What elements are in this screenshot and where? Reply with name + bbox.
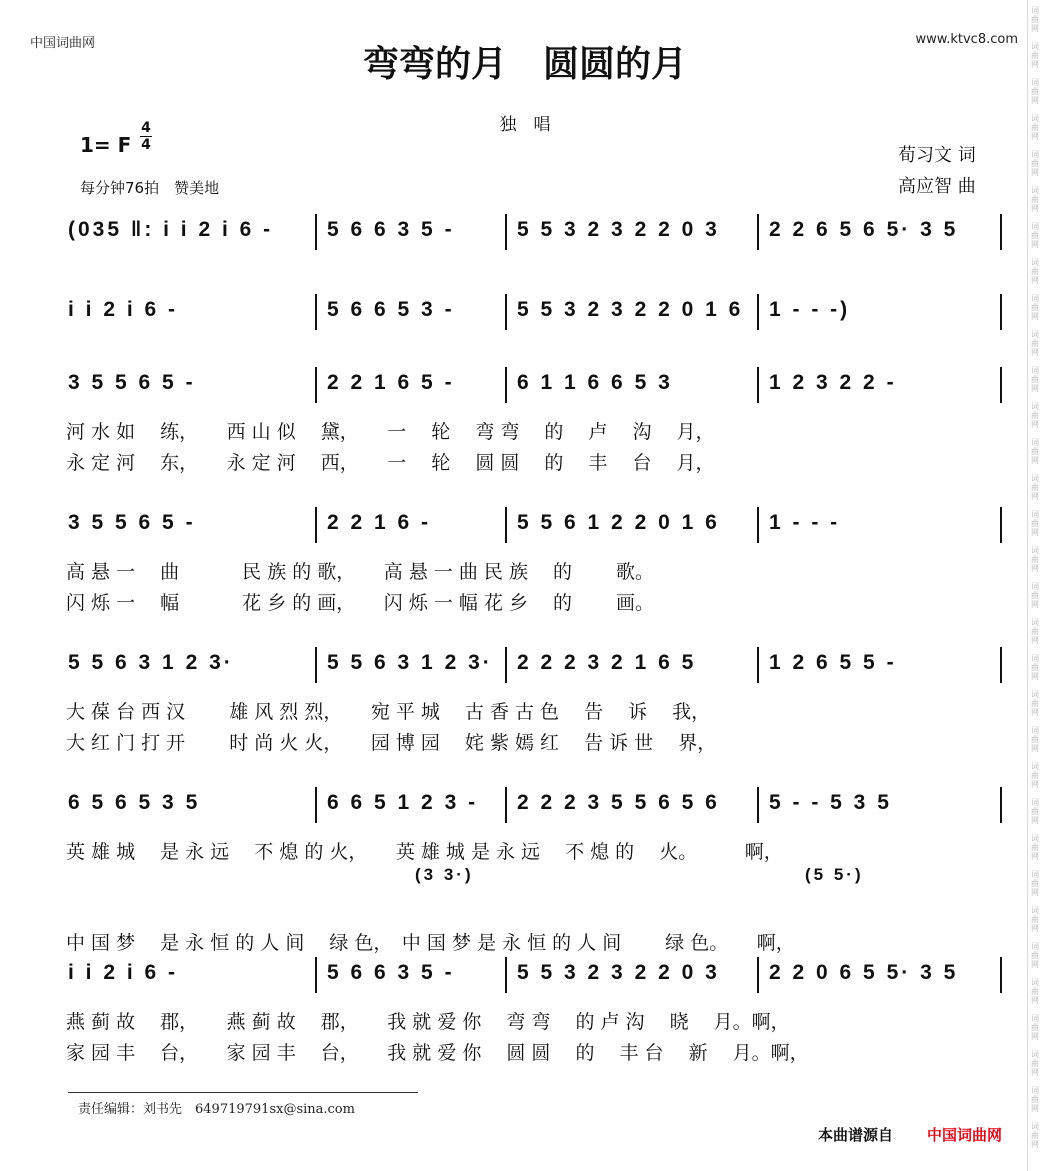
bar-line: [505, 294, 507, 330]
bar-line: [757, 787, 759, 823]
measure: 2 2 1 6 -: [327, 511, 432, 534]
watermark-text: 词曲网: [1031, 150, 1039, 177]
bar-line: [757, 507, 759, 543]
measure: 2 2 6 5 6 5· 3 5: [769, 218, 959, 241]
bar-line: [505, 507, 507, 543]
alternate-notes: (5 5·): [805, 865, 864, 884]
watermark-text: 词曲网: [1031, 294, 1039, 321]
measure: 5 5 6 1 2 2 0 1 6: [517, 511, 720, 534]
measure: 5 6 6 3 5 -: [327, 218, 455, 241]
measure: 2 2 1 6 5 -: [327, 371, 455, 394]
measure: i i 2 i 6 -: [68, 961, 179, 984]
measure: 1 - - -: [769, 511, 841, 534]
lyric-line: 闪 烁 一 幅 花 乡 的 画， 闪 烁 一 幅 花 乡 的 画。: [66, 592, 655, 614]
lyric-line: 中 国 梦 是 永 恒 的 人 间 绿 色， 中 国 梦 是 永 恒 的 人 间 绿 色。 啊，: [66, 932, 795, 954]
watermark-text: 词曲网: [1031, 258, 1039, 285]
measure: 6 5 6 5 3 5: [68, 791, 201, 814]
bar-line: [1000, 507, 1002, 543]
watermark-text: 词曲网: [1031, 762, 1039, 789]
measure: 1 2 6 5 5 -: [769, 651, 897, 674]
watermark-text: 词曲网: [1031, 546, 1039, 573]
bar-line: [1000, 957, 1002, 993]
bar-line: [315, 294, 317, 330]
watermark-text: 词曲网: [1031, 366, 1039, 393]
watermark-text: 词曲网: [1031, 1086, 1039, 1113]
lyric-line: 高 悬 一 曲 民 族 的 歌， 高 悬 一 曲 民 族 的 歌。: [66, 561, 655, 583]
time-signature-top: 4: [141, 120, 151, 136]
bar-line: [505, 367, 507, 403]
bar-line: [315, 787, 317, 823]
measure: 5 6 6 5 3 -: [327, 298, 455, 321]
watermark-text: 词曲网: [1031, 402, 1039, 429]
bar-line: [1000, 787, 1002, 823]
composer-credit: 高应智 曲: [898, 176, 976, 197]
watermark-text: 词曲网: [1031, 618, 1039, 645]
bar-line: [757, 957, 759, 993]
watermark-text: 词曲网: [1031, 42, 1039, 69]
watermark-text: 词曲网: [1031, 186, 1039, 213]
measure: 2 2 2 3 5 5 6 5 6: [517, 791, 720, 814]
watermark-text: 词曲网: [1031, 726, 1039, 753]
measure: (035 ‖: i i 2 i 6 -: [68, 218, 274, 241]
measure: 2 2 0 6 5 5· 3 5: [769, 961, 959, 984]
watermark-text: 词曲网: [1031, 78, 1039, 105]
watermark-text: 词曲网: [1031, 6, 1039, 33]
footer-divider: [68, 1092, 418, 1093]
bar-line: [1000, 294, 1002, 330]
key-signature: 1= F: [80, 133, 132, 157]
lyric-line: 永 定 河 东， 永 定 河 西， 一 轮 圆 圆 的 丰 台 月，: [66, 452, 715, 474]
watermark-text: 词曲网: [1031, 1014, 1039, 1041]
performance-type: 独 唱: [499, 115, 551, 135]
bar-line: [315, 647, 317, 683]
watermark-text: 词曲网: [1031, 330, 1039, 357]
watermark-text: 词曲网: [1031, 1050, 1039, 1077]
tempo-marking: 每分钟76拍 赞美地: [80, 179, 220, 197]
measure: 1 2 3 2 2 -: [769, 371, 897, 394]
measure: 5 6 6 3 5 -: [327, 961, 455, 984]
watermark-text: 词曲网: [1031, 510, 1039, 537]
measure: 2 2 2 3 2 1 6 5: [517, 651, 697, 674]
watermark-text: 词曲网: [1031, 582, 1039, 609]
lyric-line: 大 红 门 打 开 时 尚 火 火， 园 博 园 姹 紫 嫣 红 告 诉 世 界，: [66, 732, 717, 754]
watermark-text: 词曲网: [1031, 978, 1039, 1005]
editor-credit: 责任编辑：刘书先 649719791sx@sina.com: [78, 1102, 355, 1117]
source-label: 本曲谱源自: [818, 1126, 894, 1144]
measure: 5 5 6 3 1 2 3·: [327, 651, 493, 674]
lyric-line: 英 雄 城 是 永 远 不 熄 的 火， 英 雄 城 是 永 远 不 熄 的 火。 啊，: [66, 841, 783, 863]
bar-line: [315, 214, 317, 250]
bar-line: [315, 367, 317, 403]
lyric-line: 家 园 丰 台， 家 园 丰 台， 我 就 爱 你 圆 圆 的 丰 台 新 月。啊，: [66, 1042, 809, 1064]
measure: i i 2 i 6 -: [68, 298, 179, 321]
alternate-notes: (3 3·): [415, 865, 474, 884]
bar-line: [505, 214, 507, 250]
lyric-line: 大 葆 台 西 汉 雄 风 烈 烈， 宛 平 城 古 香 古 色 告 诉 我，: [66, 701, 711, 723]
measure: 5 5 3 2 3 2 2 0 1 6: [517, 298, 744, 321]
watermark-text: 词曲网: [1031, 798, 1039, 825]
time-signature-bottom: 4: [141, 137, 151, 153]
watermark-text: 词曲网: [1031, 834, 1039, 861]
bar-line: [505, 957, 507, 993]
measure: 5 5 6 3 1 2 3·: [68, 651, 234, 674]
watermark-text: 词曲网: [1031, 114, 1039, 141]
watermark-text: 词曲网: [1031, 942, 1039, 969]
watermark-text: 词曲网: [1031, 1122, 1039, 1149]
measure: 1 - - -): [769, 298, 851, 321]
measure: 6 6 5 1 2 3 -: [327, 791, 479, 814]
bar-line: [1000, 214, 1002, 250]
watermark-text: 词曲网: [1031, 474, 1039, 501]
song-title: 弯弯的月 圆圆的月: [362, 43, 687, 85]
watermark-text: 词曲网: [1031, 438, 1039, 465]
measure: 6 1 1 6 6 5 3: [517, 371, 673, 394]
measure: 5 - - 5 3 5: [769, 791, 892, 814]
bar-line: [1000, 647, 1002, 683]
watermark-strip: [1027, 0, 1044, 1171]
lyric-line: 河 水 如 练， 西 山 似 黛， 一 轮 弯 弯 的 卢 沟 月，: [66, 421, 715, 443]
measure: 3 5 5 6 5 -: [68, 371, 196, 394]
measure: 5 5 3 2 3 2 2 0 3: [517, 218, 720, 241]
bar-line: [757, 367, 759, 403]
lyricist-credit: 荀习文 词: [898, 145, 976, 166]
bar-line: [757, 647, 759, 683]
bar-line: [1000, 367, 1002, 403]
bar-line: [315, 507, 317, 543]
watermark-text: 词曲网: [1031, 906, 1039, 933]
bar-line: [757, 294, 759, 330]
bar-line: [757, 214, 759, 250]
bar-line: [505, 787, 507, 823]
watermark-text: 词曲网: [1031, 654, 1039, 681]
lyric-line: 燕 蓟 故 郡， 燕 蓟 故 郡， 我 就 爱 你 弯 弯 的 卢 沟 晓 月。啊，: [66, 1011, 790, 1033]
time-signature: [140, 120, 152, 153]
bar-line: [505, 647, 507, 683]
site-name-left: 中国词曲网: [30, 36, 96, 51]
watermark-text: 词曲网: [1031, 690, 1039, 717]
watermark-text: 词曲网: [1031, 222, 1039, 249]
source-site: 中国词曲网: [927, 1126, 1003, 1144]
measure: 3 5 5 6 5 -: [68, 511, 196, 534]
bar-line: [315, 957, 317, 993]
watermark-text: 词曲网: [1031, 870, 1039, 897]
site-url-right: www.ktvc8.com: [915, 32, 1018, 47]
measure: 5 5 3 2 3 2 2 0 3: [517, 961, 720, 984]
